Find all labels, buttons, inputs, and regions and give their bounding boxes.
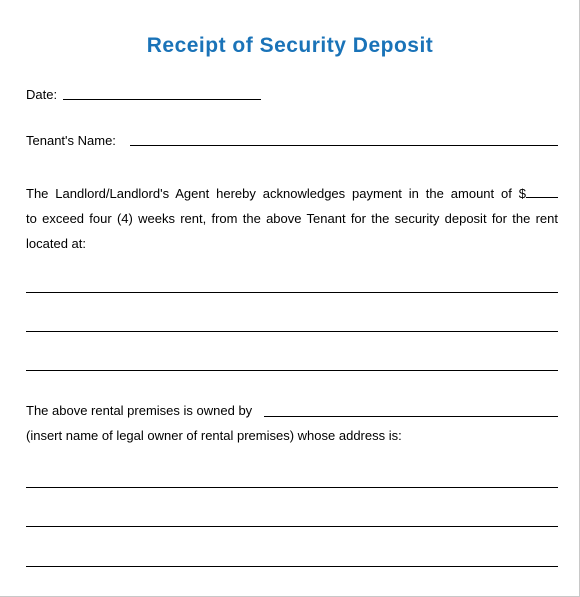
page-title: Receipt of Security Deposit <box>146 34 434 57</box>
owner-name-field[interactable] <box>264 416 558 417</box>
rental-address-line-3[interactable] <box>26 370 558 371</box>
owner-address-line-1[interactable] <box>26 487 558 488</box>
owner-label: The above rental premises is owned by <box>26 403 253 418</box>
tenant-name-label: Tenant's Name: <box>26 133 116 148</box>
payment-line-3: located at: <box>26 236 86 251</box>
date-label: Date: <box>26 87 58 102</box>
payment-paragraph <box>26 181 558 256</box>
payment-line-2: to exceed four (4) weeks rent, from the above Tenant for the security deposit for the rent <box>26 211 558 226</box>
date-field[interactable] <box>63 99 261 100</box>
payment-line-1 <box>26 181 558 206</box>
payment-line-1-text: The Landlord/Landlord's Agent hereby acknowledges payment in the amount of $ <box>26 186 526 201</box>
rental-address-line-1[interactable] <box>26 292 558 293</box>
owner-address-line-2[interactable] <box>26 526 558 527</box>
owner-note: (insert name of legal owner of rental premises) whose address is: <box>26 428 402 443</box>
amount-field[interactable] <box>526 185 558 198</box>
owner-address-line-3[interactable] <box>26 566 558 567</box>
rental-address-line-2[interactable] <box>26 331 558 332</box>
tenant-name-field[interactable] <box>130 145 558 146</box>
